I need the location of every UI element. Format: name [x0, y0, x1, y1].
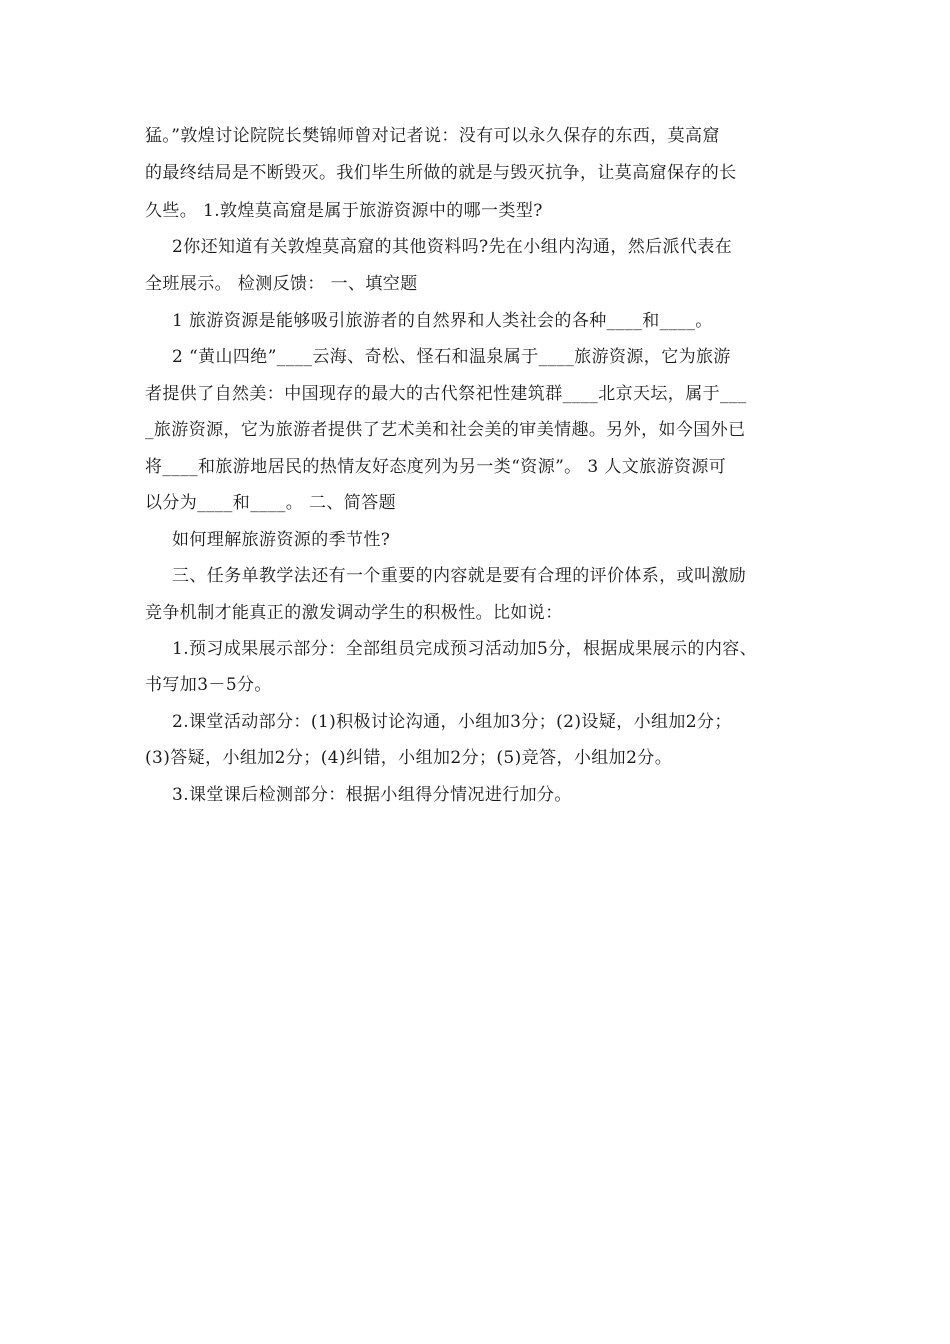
text-line: 全班展示。 检测反馈： 一、填空题: [145, 274, 418, 294]
text-line: 的最终结局是不断毁灭。我们毕生所做的就是与毁灭抗争，让莫高窟保存的长: [145, 163, 737, 183]
text-line: 1.预习成果展示部分：全部组员完成预习活动加5分，根据成果展示的内容、: [172, 639, 758, 659]
text-line: 以分为____和____。 二、简答题: [145, 493, 397, 513]
text-line: 竞争机制才能真正的激发调动学生的积极性。比如说：: [145, 603, 563, 623]
text-line: 3.课堂课后检测部分：根据小组得分情况进行加分。: [172, 785, 572, 805]
text-line: 久些。 1.敦煌莫高窟是属于旅游资源中的哪一类型?: [145, 201, 543, 221]
text-line: 书写加3－5分。: [145, 675, 272, 695]
text-line: 将____和旅游地居民的热情友好态度列为另一类“资源”。 3 人文旅游资源可: [145, 457, 727, 477]
text-line: 者提供了自然美：中国现存的最大的古代祭祀性建筑群____北京天坛，属于___: [145, 384, 747, 404]
text-line: 三、任务单教学法还有一个重要的内容就是要有合理的评价体系，或叫激励: [172, 566, 747, 586]
text-line: 1 旅游资源是能够吸引旅游者的自然界和人类社会的各种____和____。: [172, 311, 713, 331]
text-line: _旅游资源，它为旅游者提供了艺术美和社会美的审美情趣。另外，如今国外已: [145, 420, 746, 440]
text-line: 2.课堂活动部分：(1)积极讨论沟通，小组加3分；(2)设疑，小组加2分；: [172, 712, 732, 732]
text-line: 2你还知道有关敦煌莫高窟的其他资料吗?先在小组内沟通，然后派代表在: [172, 237, 733, 257]
text-line: 猛。”敦煌讨论院院长樊锦师曾对记者说：没有可以永久保存的东西，莫高窟: [145, 126, 720, 146]
text-line: 2 “黄山四绝”____云海、奇松、怪石和温泉属于____旅游资源，它为旅游: [172, 347, 731, 367]
text-line: 如何理解旅游资源的季节性?: [172, 530, 391, 550]
text-line: (3)答疑，小组加2分；(4)纠错，小组加2分；(5)竞答，小组加2分。: [145, 748, 673, 768]
